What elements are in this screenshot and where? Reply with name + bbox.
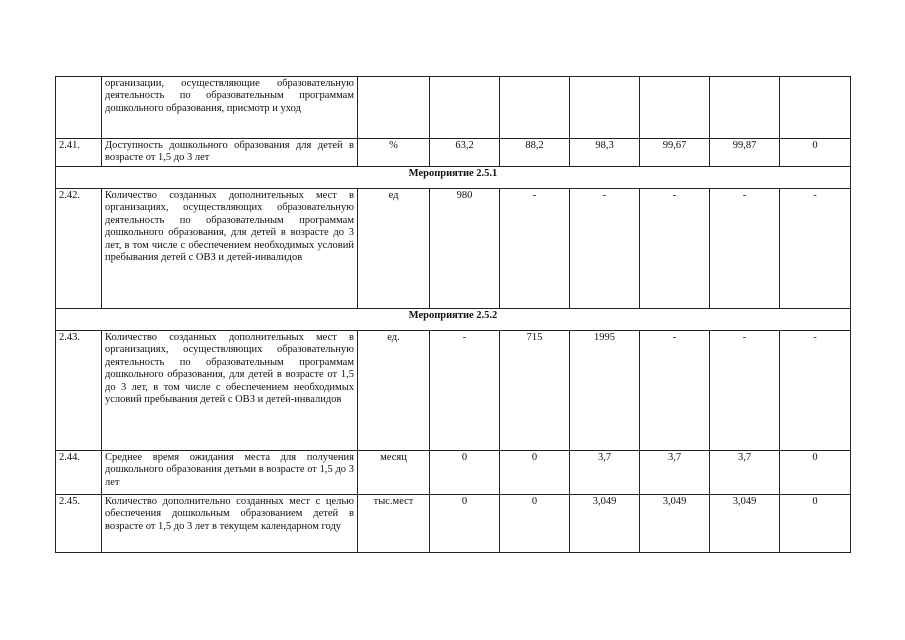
value-cell (640, 77, 710, 139)
value-cell: 3,049 (710, 495, 780, 553)
value-cell: 99,87 (710, 139, 780, 167)
section-title: Мероприятие 2.5.1 (56, 167, 851, 189)
row-number: 2.45. (56, 495, 102, 553)
value-cell: - (780, 189, 851, 309)
value-cell: 0 (500, 451, 570, 495)
value-cell: 88,2 (500, 139, 570, 167)
indicator-description: Среднее время ожидания места для получения дошкольного образования детьми в возрасте от 1,5 до 3 лет (102, 451, 358, 495)
section-row (56, 309, 851, 331)
value-cell (500, 77, 570, 139)
table-row (56, 495, 851, 553)
unit-cell: ед (358, 189, 430, 309)
unit-cell: месяц (358, 451, 430, 495)
section-title: Мероприятие 2.5.2 (56, 309, 851, 331)
value-cell: 63,2 (430, 139, 500, 167)
row-number: 2.42. (56, 189, 102, 309)
value-cell: - (710, 189, 780, 309)
value-cell: 3,049 (570, 495, 640, 553)
indicator-description: организации, осуществляющие образовательную деятельность по образовательным программам дошкольного образования, присмотр и уход (102, 77, 358, 139)
value-cell: 3,7 (570, 451, 640, 495)
indicator-description: Доступность дошкольного образования для детей в возрасте от 1,5 до 3 лет (102, 139, 358, 167)
indicator-description: Количество созданных дополнительных мест в организациях, осуществляющих образовательную деятельность по образовательным программам дошкольного образования, для детей в возрасте до 3 лет, в том числе с обеспечением необходимых условий пребывания детей с ОВЗ и детей-инвалидов (102, 189, 358, 309)
row-number: 2.43. (56, 331, 102, 451)
table-row (56, 451, 851, 495)
indicator-description: Количество созданных дополнительных мест в организациях, осуществляющих образовательную деятельность по образовательным программам дошкольного образования, для детей в возрасте от 1,5 до 3 лет, в том числе с обеспечением необходимых условий пребывания детей с ОВЗ и детей-инвалидов (102, 331, 358, 451)
value-cell: - (500, 189, 570, 309)
value-cell: 99,67 (640, 139, 710, 167)
value-cell: 1995 (570, 331, 640, 451)
value-cell: - (710, 331, 780, 451)
value-cell: - (430, 331, 500, 451)
value-cell: 715 (500, 331, 570, 451)
value-cell (780, 77, 851, 139)
value-cell: - (640, 331, 710, 451)
value-cell (570, 77, 640, 139)
row-number: 2.41. (56, 139, 102, 167)
row-number: 2.44. (56, 451, 102, 495)
value-cell: 98,3 (570, 139, 640, 167)
value-cell: - (780, 331, 851, 451)
value-cell: 3,7 (710, 451, 780, 495)
value-cell: 3,7 (640, 451, 710, 495)
unit-cell (358, 77, 430, 139)
indicators-table (55, 76, 851, 553)
unit-cell: % (358, 139, 430, 167)
value-cell: 3,049 (640, 495, 710, 553)
value-cell (430, 77, 500, 139)
unit-cell: тыс.мест (358, 495, 430, 553)
value-cell: 0 (430, 451, 500, 495)
value-cell: - (570, 189, 640, 309)
unit-cell: ед. (358, 331, 430, 451)
indicator-description: Количество дополнительно созданных мест с целью обеспечения дошкольным образованием детей в возрасте от 1,5 до 3 лет в текущем календарном году (102, 495, 358, 553)
table-row (56, 189, 851, 309)
value-cell: - (640, 189, 710, 309)
value-cell: 0 (780, 139, 851, 167)
section-row (56, 167, 851, 189)
value-cell: 0 (430, 495, 500, 553)
table-row (56, 77, 851, 139)
value-cell (710, 77, 780, 139)
value-cell: 0 (780, 451, 851, 495)
table-row (56, 331, 851, 451)
value-cell: 0 (500, 495, 570, 553)
value-cell: 0 (780, 495, 851, 553)
row-number (56, 77, 102, 139)
value-cell: 980 (430, 189, 500, 309)
table-row (56, 139, 851, 167)
